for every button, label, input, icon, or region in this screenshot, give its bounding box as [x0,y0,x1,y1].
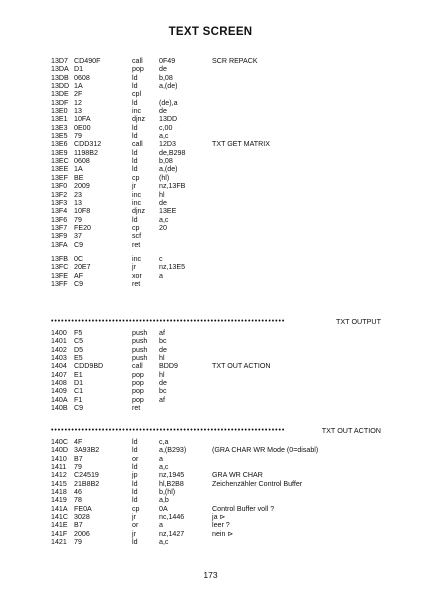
address-cell: 140B [51,404,68,413]
opcode-bytes-cell: 13 [74,198,82,207]
operand-cell: de [159,379,167,388]
opcode-bytes-cell: AF [74,271,84,280]
mnemonic-cell: pop [132,370,144,379]
operand-cell: a,(de) [159,165,178,174]
mnemonic-cell: push [132,337,148,346]
opcode-bytes-cell: F5 [74,329,83,337]
opcode-bytes-cell: 79 [74,132,82,141]
listing-row [0,538,421,546]
address-cell: 13EC [51,157,69,166]
operand-cell: 13DD [159,115,178,124]
operand-cell: a [159,454,163,463]
mnemonic-cell: pop [132,379,144,388]
operand-cell: b,08 [159,157,173,166]
opcode-bytes-cell: 21B8B2 [74,479,100,488]
address-cell: 1404 [51,362,67,371]
listing-row [0,471,421,479]
mnemonic-cell: ld [132,148,138,157]
operand-cell: b,(hl) [159,488,176,497]
opcode-bytes-cell: 79 [74,538,82,547]
mnemonic-cell: ld [132,496,138,505]
operand-cell: a,b [159,496,169,505]
listing-row [0,174,421,182]
mnemonic-cell: ld [132,98,138,107]
mnemonic-cell: ld [132,165,138,174]
opcode-bytes-cell: 4F [74,438,83,446]
opcode-bytes-cell: 0608 [74,73,90,82]
operand-cell: 12D3 [159,140,176,149]
listing-row [0,455,421,463]
opcode-bytes-cell: 1198B2 [74,148,98,157]
listing-row [0,191,421,199]
listing-row [0,379,421,387]
listing-row [0,115,421,123]
listing-row [0,207,421,215]
listing-row [0,371,421,379]
mnemonic-cell: ld [132,479,138,488]
operand-cell: de [159,198,167,207]
opcode-bytes-cell: 37 [74,232,82,241]
address-cell: 1409 [51,387,67,396]
operand-cell: hl [159,354,165,363]
address-cell: 13DA [51,65,69,74]
operand-cell: 20 [159,223,167,232]
address-cell: 13F6 [51,215,68,224]
operand-cell: 13EE [159,207,177,216]
address-cell: 13FC [51,263,69,272]
opcode-bytes-cell: 79 [74,215,82,224]
address-cell: 13F2 [51,190,68,199]
listing-row [0,140,421,148]
opcode-bytes-cell: 3A93B2 [74,446,100,455]
listing-row [0,241,421,249]
listing-row [0,438,421,446]
address-cell: 140C [51,438,68,446]
operand-cell: c,00 [159,123,173,132]
comment-cell: TXT OUT ACTION [212,362,271,371]
operand-cell: b,08 [159,73,173,82]
listing-section-1 [0,57,421,249]
listing-row [0,57,421,65]
opcode-bytes-cell: F1 [74,395,83,404]
address-cell: 1403 [51,354,67,363]
address-cell: 13D7 [51,57,68,65]
operand-cell: hl,B2B8 [159,479,184,488]
listing-row [0,362,421,370]
mnemonic-cell: ld [132,538,138,547]
operand-cell: af [159,395,165,404]
comment-cell: TXT GET MATRIX [212,140,270,149]
comment-cell: Control Buffer voll ? [212,504,275,513]
operand-cell: de [159,107,167,116]
opcode-bytes-cell: 13 [74,107,82,116]
operand-cell: hl [159,370,165,379]
mnemonic-cell: ret [132,280,141,289]
mnemonic-cell: call [132,362,143,371]
listing-row [0,99,421,107]
listing-row [0,224,421,232]
mnemonic-cell: jr [132,182,136,191]
listing-row [0,463,421,471]
opcode-bytes-cell: 1A [74,165,83,174]
listing-row [0,329,421,337]
mnemonic-cell: ld [132,157,138,166]
opcode-bytes-cell: D5 [74,345,84,354]
listing-row [0,124,421,132]
operand-cell: a [159,521,163,530]
listing-row [0,354,421,362]
opcode-bytes-cell: 2F [74,90,83,99]
comment-cell: GRA WR CHAR [212,471,263,480]
mnemonic-cell: ld [132,82,138,91]
listing-row [0,74,421,82]
mnemonic-cell: cp [132,504,140,513]
mnemonic-cell: or [132,521,139,530]
listing-row [0,132,421,140]
opcode-bytes-cell: CD490F [74,57,101,65]
operand-cell: BDD9 [159,362,178,371]
opcode-bytes-cell: 10FA [74,115,91,124]
listing-row [0,90,421,98]
mnemonic-cell: or [132,454,139,463]
listing-row [0,157,421,165]
divider-label: TXT OUT ACTION [321,426,381,435]
mnemonic-cell: djnz [132,115,146,124]
address-cell: 13F7 [51,223,68,232]
listing-row [0,346,421,354]
divider-label: TXT OUTPUT [336,317,381,326]
opcode-bytes-cell: BE [74,173,84,182]
listing-row [0,496,421,504]
opcode-bytes-cell: FE20 [74,223,91,232]
divider-dots: • • • • • • • • • • • • • • • • • • • • • • • • • • • • • • • • • • • • • • • • • • • • • • • • • • • • • • • • • • • • • • • • • • • • • [51,427,284,434]
address-cell: 13F3 [51,198,68,207]
listing-row [0,480,421,488]
comment-cell: SCR REPACK [212,57,258,65]
address-cell: 1407 [51,370,67,379]
address-cell: 1421 [51,538,67,547]
listing-row [0,488,421,496]
opcode-bytes-cell: D1 [74,65,84,74]
address-cell: 13FE [51,271,68,280]
mnemonic-cell: ld [132,73,138,82]
listing-row [0,182,421,190]
operand-cell: a,c [159,215,169,224]
opcode-bytes-cell: 1A [74,82,83,91]
mnemonic-cell: cp [132,173,140,182]
address-cell: 13FA [51,240,68,249]
mnemonic-cell: inc [132,255,142,263]
address-cell: 13E5 [51,132,68,141]
operand-cell: nz,1427 [159,529,185,538]
listing-row [0,280,421,288]
address-cell: 141E [51,521,68,530]
listing-section-3 [0,329,421,412]
address-cell: 13EF [51,173,68,182]
mnemonic-cell: ld [132,438,138,446]
listing-section-2 [0,255,421,288]
listing-row [0,255,421,263]
opcode-bytes-cell: CDD312 [74,140,102,149]
opcode-bytes-cell: 3028 [74,513,90,522]
address-cell: 1412 [51,471,67,480]
listing-row [0,272,421,280]
section-divider-txt-out-action [51,426,381,436]
address-cell: 13E0 [51,107,68,116]
address-cell: 13F0 [51,182,68,191]
opcode-bytes-cell: 2009 [74,182,90,191]
mnemonic-cell: ret [132,240,141,249]
mnemonic-cell: jr [132,263,136,272]
operand-cell: (hl) [159,173,170,182]
opcode-bytes-cell: 10F8 [74,207,91,216]
mnemonic-cell: inc [132,198,142,207]
operand-cell: nc,1446 [159,513,185,522]
opcode-bytes-cell: 78 [74,496,82,505]
opcode-bytes-cell: C5 [74,337,84,346]
operand-cell: a,c [159,538,169,547]
address-cell: 13F9 [51,232,68,241]
address-cell: 13E3 [51,123,68,132]
listing-row [0,82,421,90]
mnemonic-cell: ld [132,215,138,224]
listing-section-4 [0,438,421,546]
operand-cell: a,c [159,132,169,141]
listing-row [0,199,421,207]
operand-cell: (de),a [159,98,178,107]
listing-row [0,107,421,115]
listing-row [0,404,421,412]
operand-cell: de [159,65,167,74]
opcode-bytes-cell: C9 [74,280,84,289]
address-cell: 13DD [51,82,70,91]
mnemonic-cell: ld [132,463,138,472]
address-cell: 1419 [51,496,67,505]
mnemonic-cell: djnz [132,207,146,216]
address-cell: 141F [51,529,68,538]
mnemonic-cell: pop [132,395,144,404]
opcode-bytes-cell: 0E00 [74,123,91,132]
opcode-bytes-cell: 0608 [74,157,90,166]
listing-row [0,446,421,454]
mnemonic-cell: jr [132,529,136,538]
mnemonic-cell: push [132,354,148,363]
operand-cell: nz,13FB [159,182,186,191]
address-cell: 141A [51,504,68,513]
listing-row [0,216,421,224]
opcode-bytes-cell: C24519 [74,471,99,480]
operand-cell: a,(B293) [159,446,187,455]
opcode-bytes-cell: 20E7 [74,263,91,272]
operand-cell: 0F49 [159,57,176,65]
comment-cell: leer ? [212,521,230,530]
opcode-bytes-cell: C9 [74,404,84,413]
mnemonic-cell: ld [132,488,138,497]
operand-cell: a [159,271,163,280]
comment-cell: Zeichenzähler Control Buffer [212,479,303,488]
address-cell: 1418 [51,488,67,497]
opcode-bytes-cell: 12 [74,98,82,107]
mnemonic-cell: xor [132,271,142,280]
address-cell: 1400 [51,329,67,337]
mnemonic-cell: call [132,140,143,149]
operand-cell: de [159,345,167,354]
address-cell: 141C [51,513,68,522]
listing-row [0,387,421,395]
operand-cell: nz,13E5 [159,263,186,272]
listing-row [0,149,421,157]
mnemonic-cell: cp [132,223,140,232]
mnemonic-cell: push [132,329,148,337]
opcode-bytes-cell: E1 [74,370,83,379]
address-cell: 13DE [51,90,69,99]
operand-cell: 0A [159,504,168,513]
operand-cell: nz,1945 [159,471,185,480]
operand-cell: bc [159,387,167,396]
opcode-bytes-cell: CDD9BD [74,362,104,371]
operand-cell: hl [159,190,165,199]
opcode-bytes-cell: 79 [74,463,82,472]
operand-cell: c [159,255,163,263]
comment-cell: (GRA CHAR WR Mode (0=disabl) [212,446,319,455]
listing-row [0,232,421,240]
listing-row [0,65,421,73]
mnemonic-cell: inc [132,107,142,116]
mnemonic-cell: call [132,57,143,65]
address-cell: 140D [51,446,68,455]
opcode-bytes-cell: B7 [74,521,83,530]
address-cell: 13E1 [51,115,68,124]
mnemonic-cell: inc [132,190,142,199]
address-cell: 1410 [51,454,67,463]
address-cell: 13FF [51,280,68,289]
mnemonic-cell: cpl [132,90,142,99]
operand-cell: de,B298 [159,148,186,157]
listing-row [0,337,421,345]
address-cell: 140A [51,395,68,404]
listing-row [0,530,421,538]
address-cell: 13E6 [51,140,68,149]
listing-row [0,263,421,271]
section-divider-txt-output [51,317,381,327]
mnemonic-cell: ret [132,404,141,413]
mnemonic-cell: scf [132,232,142,241]
mnemonic-cell: pop [132,65,144,74]
page-number: 173 [203,570,218,580]
mnemonic-cell: pop [132,387,144,396]
mnemonic-cell: push [132,345,148,354]
mnemonic-cell: jp [132,471,138,480]
address-cell: 13DB [51,73,69,82]
address-cell: 13F4 [51,207,68,216]
mnemonic-cell: ld [132,123,138,132]
listing-row [0,521,421,529]
divider-dots: • • • • • • • • • • • • • • • • • • • • • • • • • • • • • • • • • • • • • • • • • • • • • • • • • • • • • • • • • • • • • • • • • • • • • [51,318,284,325]
address-cell: 1408 [51,379,67,388]
address-cell: 1402 [51,345,67,354]
comment-cell: ja ⊳ [212,513,226,522]
opcode-bytes-cell: B7 [74,454,83,463]
mnemonic-cell: jr [132,513,136,522]
page-title: TEXT SCREEN [168,26,253,38]
address-cell: 1411 [51,463,67,472]
operand-cell: c,a [159,438,169,446]
address-cell: 13E9 [51,148,68,157]
opcode-bytes-cell: 23 [74,190,82,199]
mnemonic-cell: ld [132,446,138,455]
address-cell: 13DF [51,98,69,107]
opcode-bytes-cell: C1 [74,387,84,396]
listing-row [0,165,421,173]
opcode-bytes-cell: C9 [74,240,84,249]
opcode-bytes-cell: E5 [74,354,83,363]
listing-row [0,396,421,404]
listing-row [0,505,421,513]
opcode-bytes-cell: 0C [74,255,84,263]
operand-cell: a,c [159,463,169,472]
address-cell: 1401 [51,337,67,346]
opcode-bytes-cell: 46 [74,488,82,497]
opcode-bytes-cell: 2006 [74,529,90,538]
address-cell: 1415 [51,479,67,488]
address-cell: 13EE [51,165,69,174]
opcode-bytes-cell: FE0A [74,504,92,513]
operand-cell: bc [159,337,167,346]
opcode-bytes-cell: D1 [74,379,84,388]
operand-cell: a,(de) [159,82,178,91]
address-cell: 13FB [51,255,68,263]
mnemonic-cell: ld [132,132,138,141]
operand-cell: af [159,329,165,337]
comment-cell: nein ⊳ [212,529,234,538]
listing-row [0,513,421,521]
